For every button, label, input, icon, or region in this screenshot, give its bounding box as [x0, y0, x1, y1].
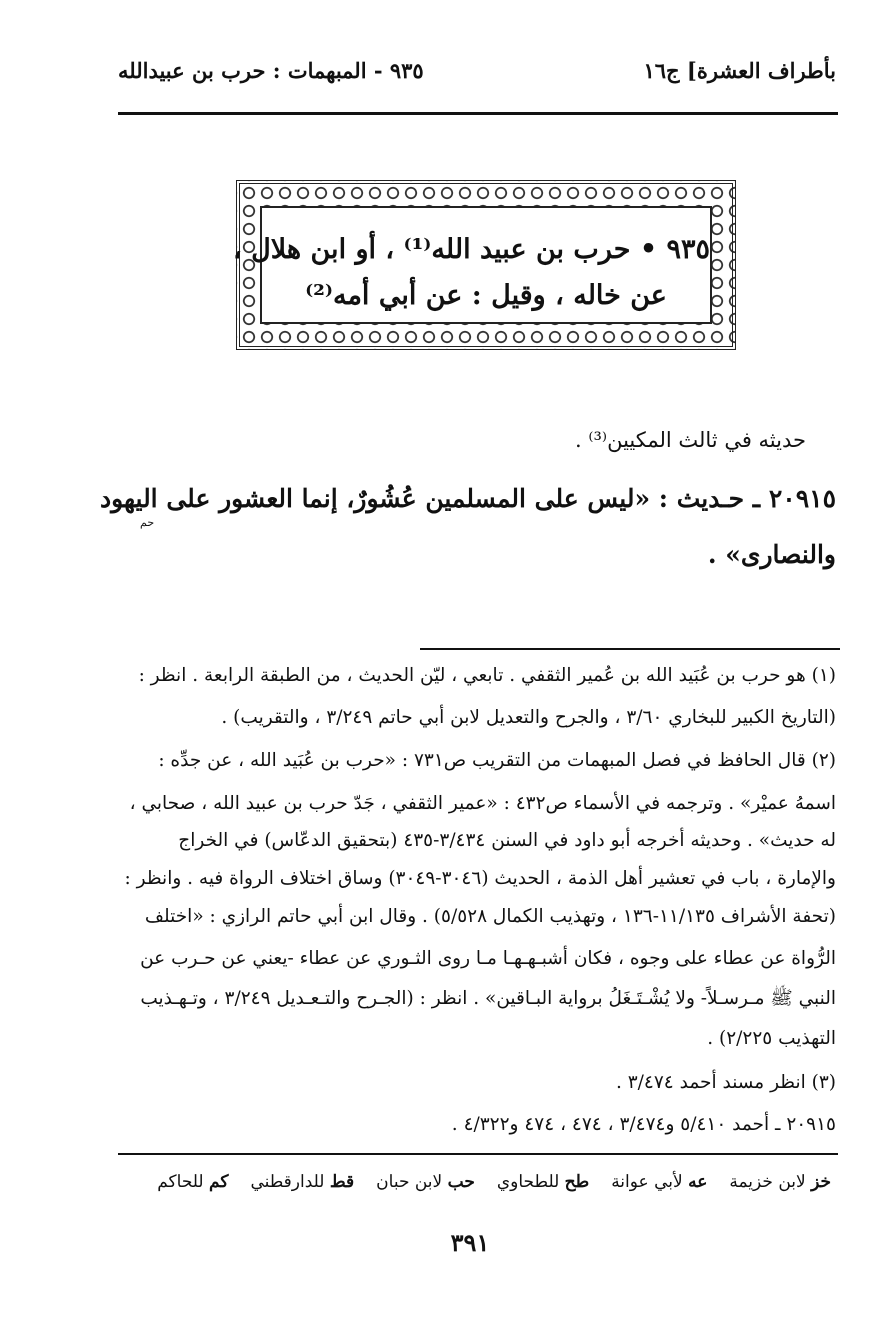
abbreviation-item: طح للطحاوي — [496, 1172, 590, 1192]
abbreviation-item: حب لابن حبان — [376, 1172, 475, 1192]
source-symbol: حم — [140, 516, 155, 529]
footnote-line: ٢٠٩١٥ ـ أحمد ٥/٤١٠ و٣/٤٧٤ ، ٤٧٤ ، ٤٧٤ و٤/٣٢٢ . — [451, 1114, 836, 1135]
hadith-line1 — [56, 484, 836, 513]
abbreviations-key — [111, 1172, 831, 1192]
entry-title-line1: ٩٣٥ • حرب بن عبيد الله⁽¹⁾ ، أو ابن هلال ، — [233, 234, 710, 265]
hadith-text-line2: والنصارى» . — [707, 540, 836, 569]
entry-title-line2: عن خاله ، وقيل : عن أبي أمه⁽²⁾ — [305, 280, 667, 311]
header-rule — [118, 112, 838, 115]
intro-text: حديثه في ثالث المكيين⁽³⁾ . — [574, 428, 806, 452]
footnote-line: (٢) قال الحافظ في فصل المبهمات من التقريب ص٧٣١ : «حرب بن عُبَيد الله ، عن جدِّه : — [158, 750, 836, 771]
abbreviation-item: خز لابن خزيمة — [729, 1172, 831, 1192]
abbreviations-rule — [118, 1153, 838, 1155]
footnote-line: (١) هو حرب بن عُبَيد الله بن عُمير الثقفي . تابعي ، ليّن الحديث ، من الطبقة الرابعة . انظر : — [138, 665, 836, 686]
footnote-line: الرُّواة عن عطاء على وجوه ، فكان أشبـهـهـا مـا روى الثـوري عن عطاء -يعني عن حـرب عن — [140, 948, 836, 969]
footnote-line: (٣) انظر مسند أحمد ٣/٤٧٤ . — [615, 1072, 836, 1093]
hadith-number: ٢٠٩١٥ — [768, 484, 836, 513]
abbreviation-item: كم للحاكم — [157, 1172, 229, 1192]
abbreviation-item: عه لأبي عوانة — [611, 1172, 708, 1192]
running-header-volume: بأطراف العشرة] ج١٦ — [643, 58, 836, 83]
footnote-line: والإمارة ، باب في تعشير أهل الذمة ، الحديث (٣٠٤٦-٣٠٤٩) وساق اختلاف الرواة فيه . وانظر : — [124, 868, 836, 889]
title-box — [233, 206, 712, 324]
abbreviation-item: قط للدارقطني — [250, 1172, 355, 1192]
footnote-rule — [420, 648, 840, 650]
ornamental-title-frame — [233, 180, 736, 350]
footnote-line: (تحفة الأشراف ١١/١٣٥-١٣٦ ، وتهذيب الكمال ٥/٥٢٨) . وقال ابن أبي حاتم الرازي : «اختلف — [144, 906, 836, 927]
hadith-text-line1: ـ حـديث : «ليس على المسلمين عُشُورٌ، إنما العشور على اليهود — [99, 484, 761, 513]
footnote-line: التهذيب ٢/٢٢٥) . — [707, 1028, 836, 1049]
footnote-line: له حديث» . وحديثه أخرجه أبو داود في السنن ٣/٤٣٤-٤٣٥ (بتحقيق الدعّاس) في الخراج — [178, 830, 836, 851]
footnote-line: النبي ﷺ مـرسـلاً- ولا يُشْـتَـغَلُ برواية البـاقين» . انظر : (الجـرح والتـعـديل ٣/٢٤٩ ، وتـهـذيب — [140, 988, 836, 1009]
footnote-line: (التاريخ الكبير للبخاري ٣/٦٠ ، والجرح والتعديل لابن أبي حاتم ٣/٢٤٩ ، والتقريب) . — [221, 707, 836, 728]
footnote-line: اسمهُ عميْر» . وترجمه في الأسماء ص٤٣٢ : «عمير الثقفي ، جَدّ حرب بن عبيد الله ، صحابي ، — [129, 793, 836, 814]
running-header-chapter: ٩٣٥ - المبهمات : حرب بن عبيدالله — [118, 58, 424, 83]
page-number: ٣٩١ — [450, 1228, 490, 1257]
